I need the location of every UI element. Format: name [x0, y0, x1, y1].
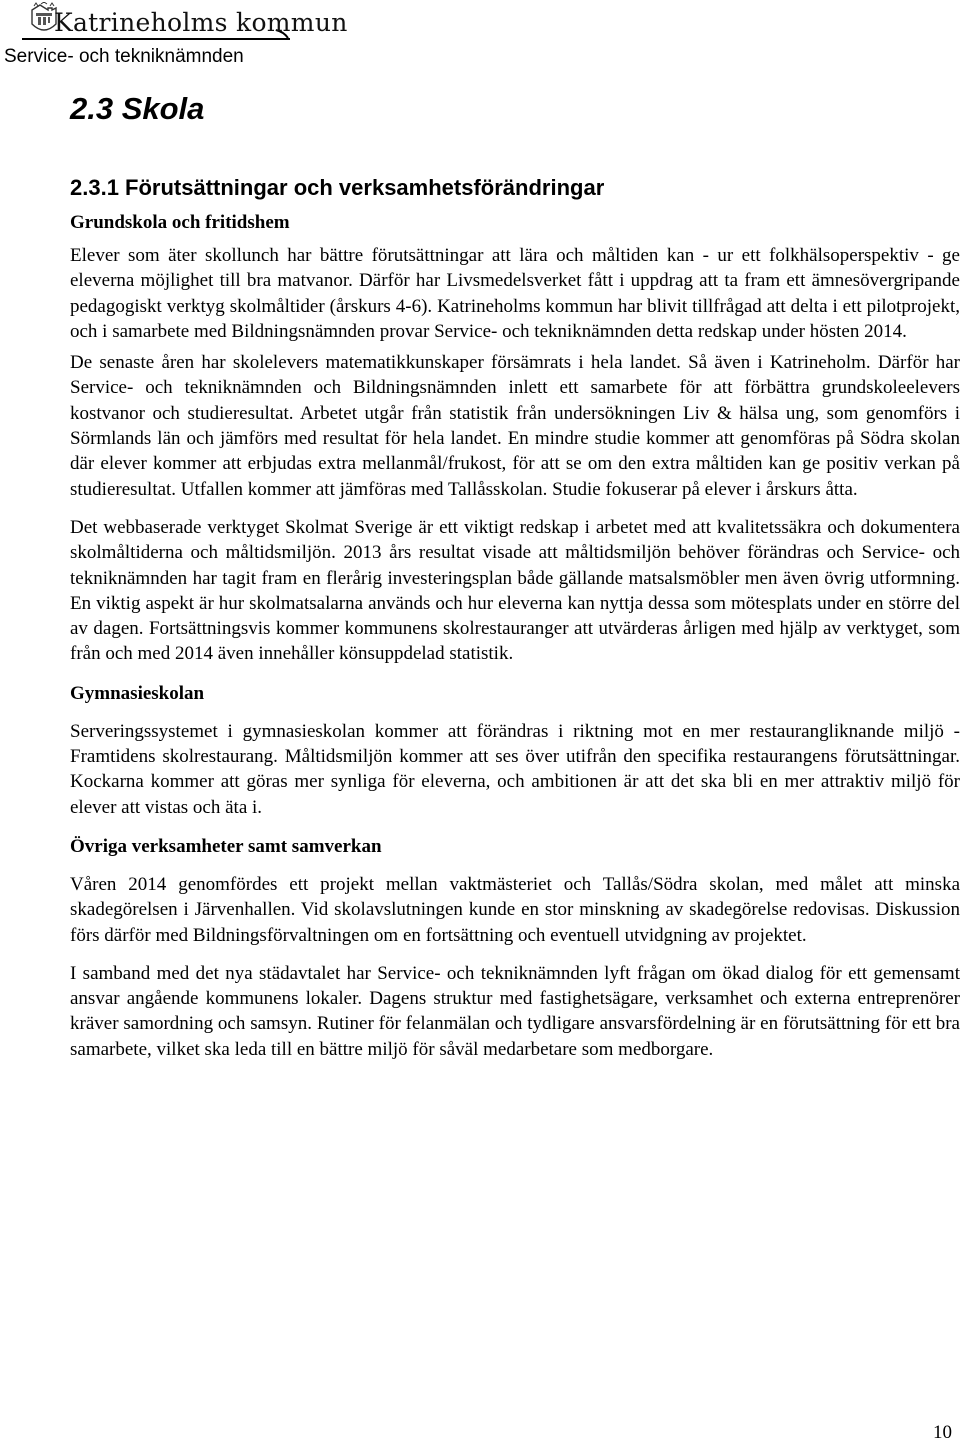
brand-name: Katrineholms kommun [54, 8, 348, 37]
heading-ovriga: Övriga verksamheter samt samverkan [70, 835, 382, 857]
paragraph: Serveringssystemet i gymnasieskolan kommer att förändras i riktning mot en mer restaurangliknande miljö - Framtidens skolrestaurang. Måltidsmiljön kommer att ses över utifrån den specifika restaurangens förutsättningar. Kockarna kommer att göras mer synliga för eleverna, och ambitionen är att det ska bli en mer attraktiv miljö för elever att vistas och äta i. [70, 720, 960, 818]
document-body [70, 86, 960, 1062]
page-number: 10 [933, 1422, 952, 1443]
paragraph: Våren 2014 genomfördes ett projekt mellan vaktmästeriet och Tallås/Södra skolan, med målet att minska skadegörelsen i Järvenhallen. Vid skolavslutningen kunde en stor minskning av skadegörelse redovisas. Diskussion förs därför med Bildningsförvaltningen om en fortsättning och eventuell utvidgning av projektet. [70, 873, 960, 946]
paragraph: I samband med det nya städavtalet har Service- och tekniknämnden lyft frågan om ökad dialog för ett gemensamt ansvar angående kommunens lokaler. Dagens struktur med fastighetsägare, verksamhet och externa entreprenörer kräver samordning och samsyn. Rutiner för felanmälan och tydligare ansvarsfördelning är en förutsättning för ett bra samarbete, vilket ska leda till en bättre miljö för såväl medarbetare som medborgare. [70, 962, 960, 1060]
page-header [0, 0, 960, 72]
heading-grundskola: Grundskola och fritidshem [70, 212, 290, 233]
heading-gymnasieskolan: Gymnasieskolan [70, 682, 205, 704]
paragraph: Det webbaserade verktyget Skolmat Sverige är ett viktigt redskap i arbetet med att kvalitetssäkra och dokumentera skolmåltiderna och måltidsmiljön. 2013 års resultat visade att måltidsmiljön behöver förändras och Service- och tekniknämnden har tagit fram en flerårig investeringsplan både gällande matsalsmöbler men även övrig utformning. En viktig aspekt är hur skolmatsalarna används och hur eleverna kan nyttja dessa som mötesplats under en större del av dagen. Fortsättningsvis kommer kommunens skolrestauranger att utvärderas årligen med hjälp av verktyget, som från och med 2014 även innehåller könsuppdelad statistik. [70, 516, 960, 665]
department-name: Service- och tekniknämnden [4, 46, 244, 67]
paragraph: Elever som äter skollunch har bättre förutsättningar att lära och måltiden kan - ur ett folkhälsoperspektiv - ge eleverna möjlighet till bra matvanor. Därför har Livsmedelsverket fått i uppdrag att ta fram ett ämnesövergripande pedagogiskt verktyg skolmåltider (årskurs 4-6). Katrineholms kommun har blivit tillfrågad att delta i ett pilotprojekt, och i samarbete med Bildningsnämnden provar Service- och tekniknämnden detta redskap under hösten 2014. [70, 245, 960, 342]
subsection-title: 2.3.1 Förutsättningar och verksamhetsförändringar [70, 175, 605, 200]
header-rule [22, 38, 290, 40]
paragraph: De senaste åren har skolelevers matematikkunskaper försämrats i hela landet. Så även i Katrineholm. Därför har Service- och tekniknämnden och Bildningsnämnden inlett ett samarbete för att förbättra grundskoleelevers kostvanor och studieresultat. Arbetet utgår från statistik från undersökningen Liv & hälsa ung, som genomförs i Sörmlands län och jämförs med resultat för hela landet. En mindre studie kommer att genomföras på Södra skolan där elever kommer att erbjudas extra mellanmål/frukost, för att se om den extra måltiden kan ge positiv verkan på studieresultat. Utfallen kommer att jämföras med Tallåsskolan. Studie fokuserar på elever i årskurs åtta. [70, 352, 960, 500]
section-title: 2.3 Skola [70, 91, 205, 126]
